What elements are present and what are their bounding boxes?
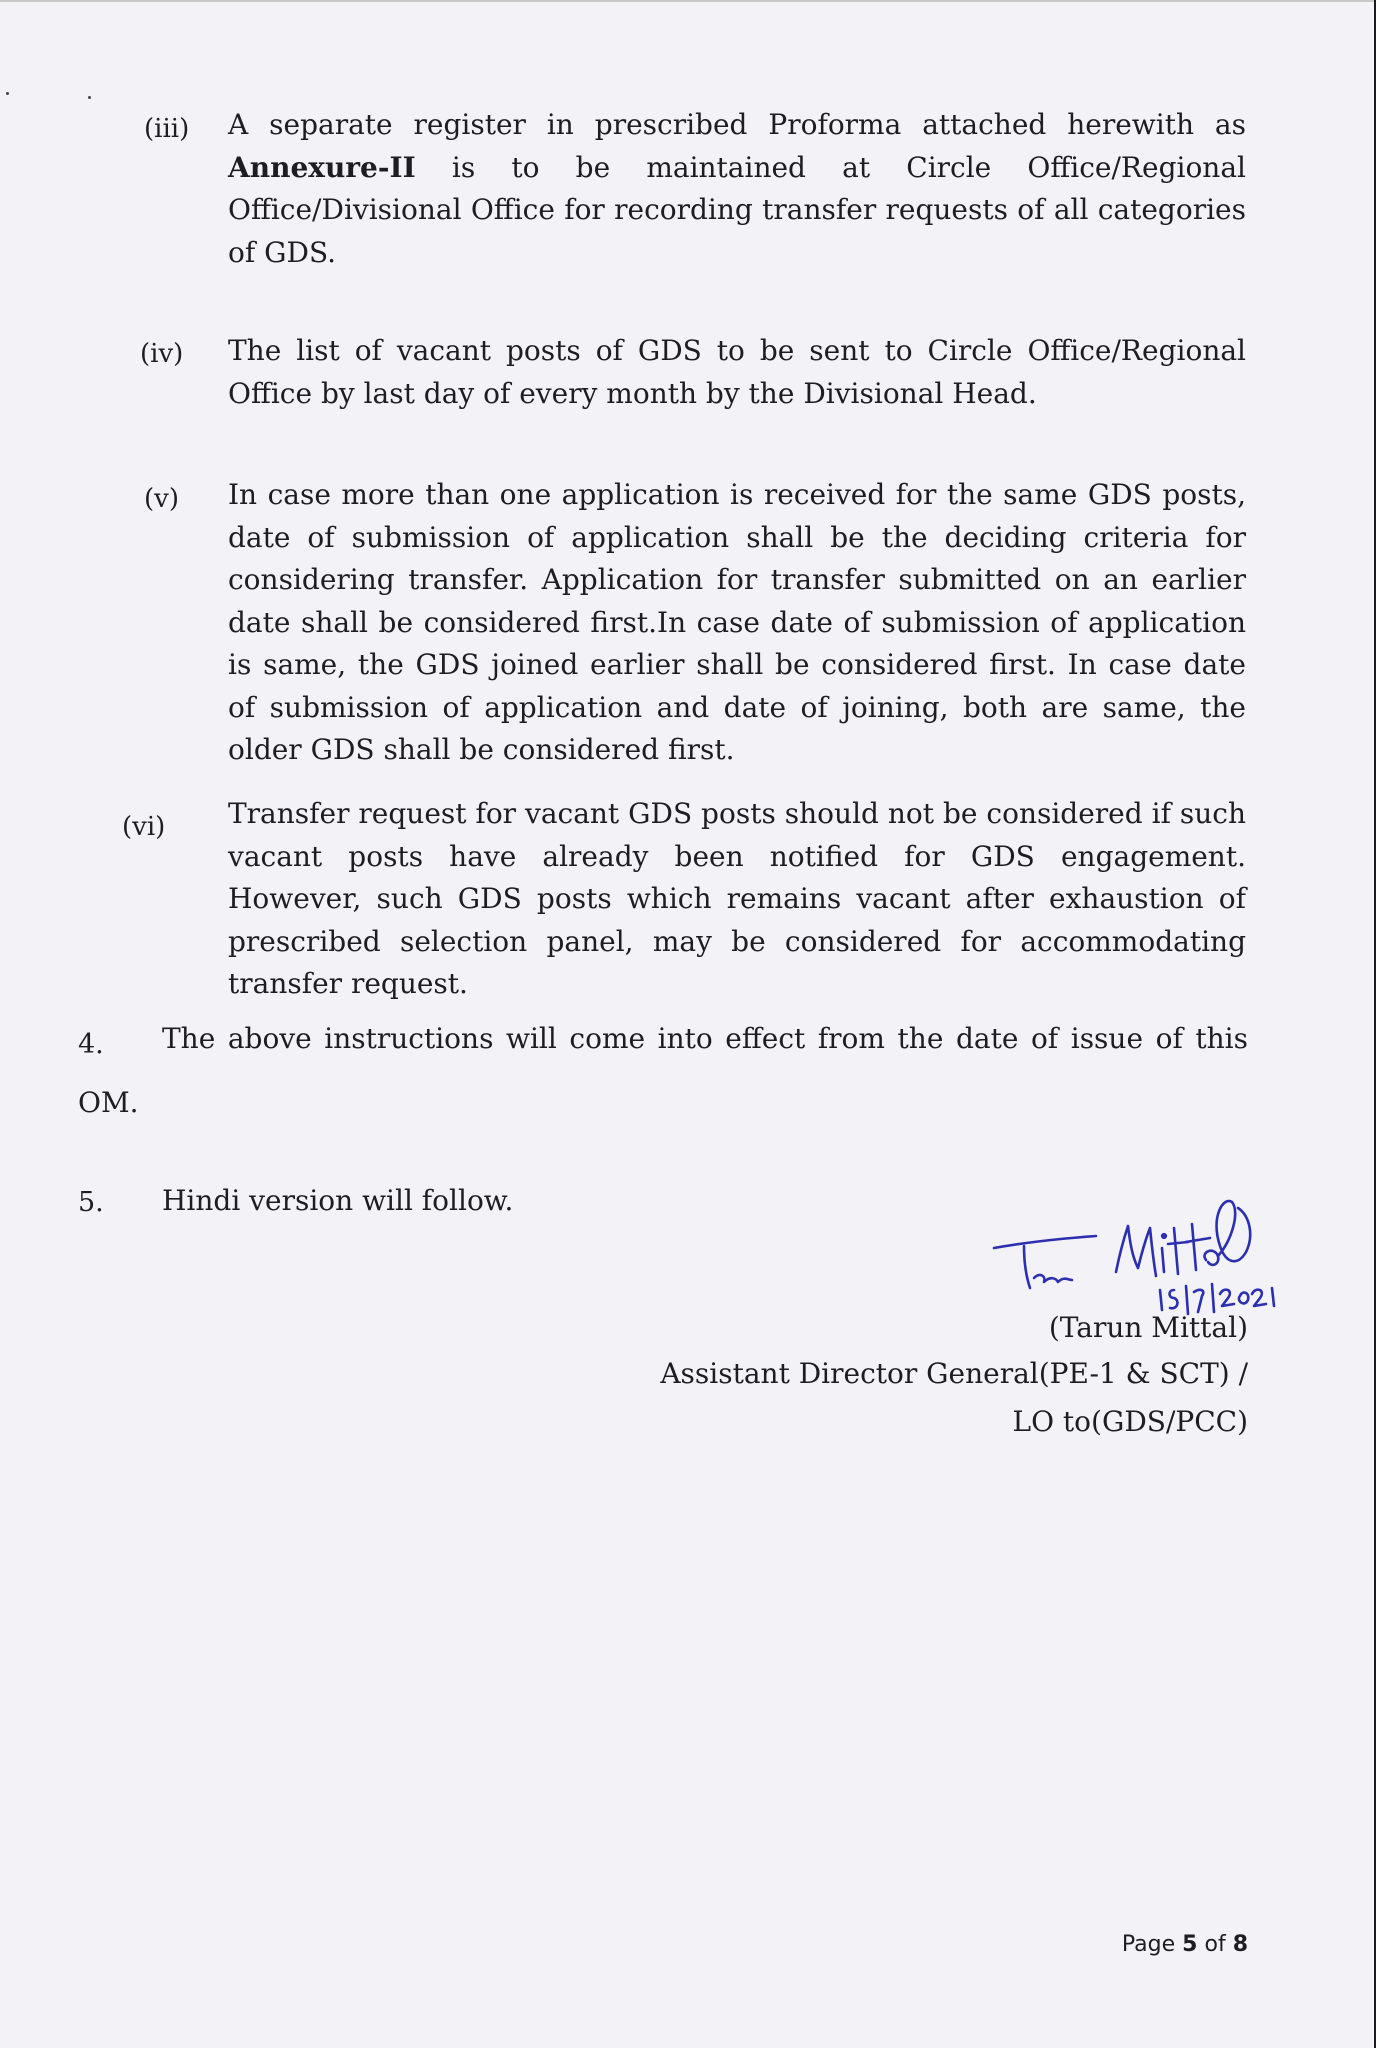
paragraph-number-5: 5.: [78, 1187, 104, 1218]
item-text-vi: Transfer request for vacant GDS posts should not be considered if such vacant posts have already been notified for GDS engagement. However, such GDS posts which remains vacant after exhaustion of prescribed selection panel, may be considered for accommodating transfer request.: [228, 797, 1246, 1000]
paragraph-text-5: Hindi version will follow.: [162, 1184, 514, 1217]
page-total: 8: [1232, 1932, 1248, 1957]
item-marker-iv: (iv): [140, 339, 184, 369]
scan-top-edge: [0, 0, 1376, 2]
signatory-designation: Assistant Director General(PE-1 & SCT) /: [660, 1357, 1248, 1390]
scan-speck: [6, 92, 9, 95]
page-middle: of: [1197, 1932, 1233, 1957]
page-current: 5: [1182, 1932, 1198, 1957]
signatory-name: (Tarun Mittal): [1048, 1311, 1248, 1344]
item-text-v: In case more than one application is received for the same GDS posts, date of submission of application shall be the deciding criteria for considering transfer. Application for transfer submitted on an earlier date shall be considered first.In case date of submission of application is same, the GDS joined earlier shall be considered first. In case date of submission of application and date of joining, both are same, the older GDS shall be considered first.: [228, 478, 1246, 766]
item-text-iv: The list of vacant posts of GDS to be sent to Circle Office/Regional Office by last day of every month by the Divisional Head.: [228, 334, 1246, 410]
item-marker-vi: (vi): [122, 812, 166, 842]
item-iii-text-after: is to be maintained at Circle Office/Regional Office/Divisional Office for recording transfer requests of all categories of GDS.: [228, 150, 1246, 269]
handwritten-signature: [988, 1172, 1318, 1322]
item-text-iii: [228, 104, 1246, 274]
paragraph-text-4: The above instructions will come into effect from the date of issue of this: [162, 1022, 1248, 1055]
item-marker-v: (v): [144, 484, 179, 514]
page-prefix: Page: [1121, 1932, 1183, 1957]
paragraph-4-continuation: OM.: [78, 1086, 139, 1119]
scan-speck: [88, 96, 91, 99]
signatory-designation-line2: LO to(GDS/PCC): [1012, 1405, 1248, 1438]
item-marker-iii: (iii): [144, 114, 190, 144]
item-iii-annexure-bold: Annexure-II: [228, 150, 416, 184]
item-iii-text-before: A separate register in prescribed Proforma attached herewith as: [228, 108, 1246, 141]
page-number: [1122, 1932, 1248, 1957]
paragraph-number-4: 4.: [78, 1029, 104, 1060]
